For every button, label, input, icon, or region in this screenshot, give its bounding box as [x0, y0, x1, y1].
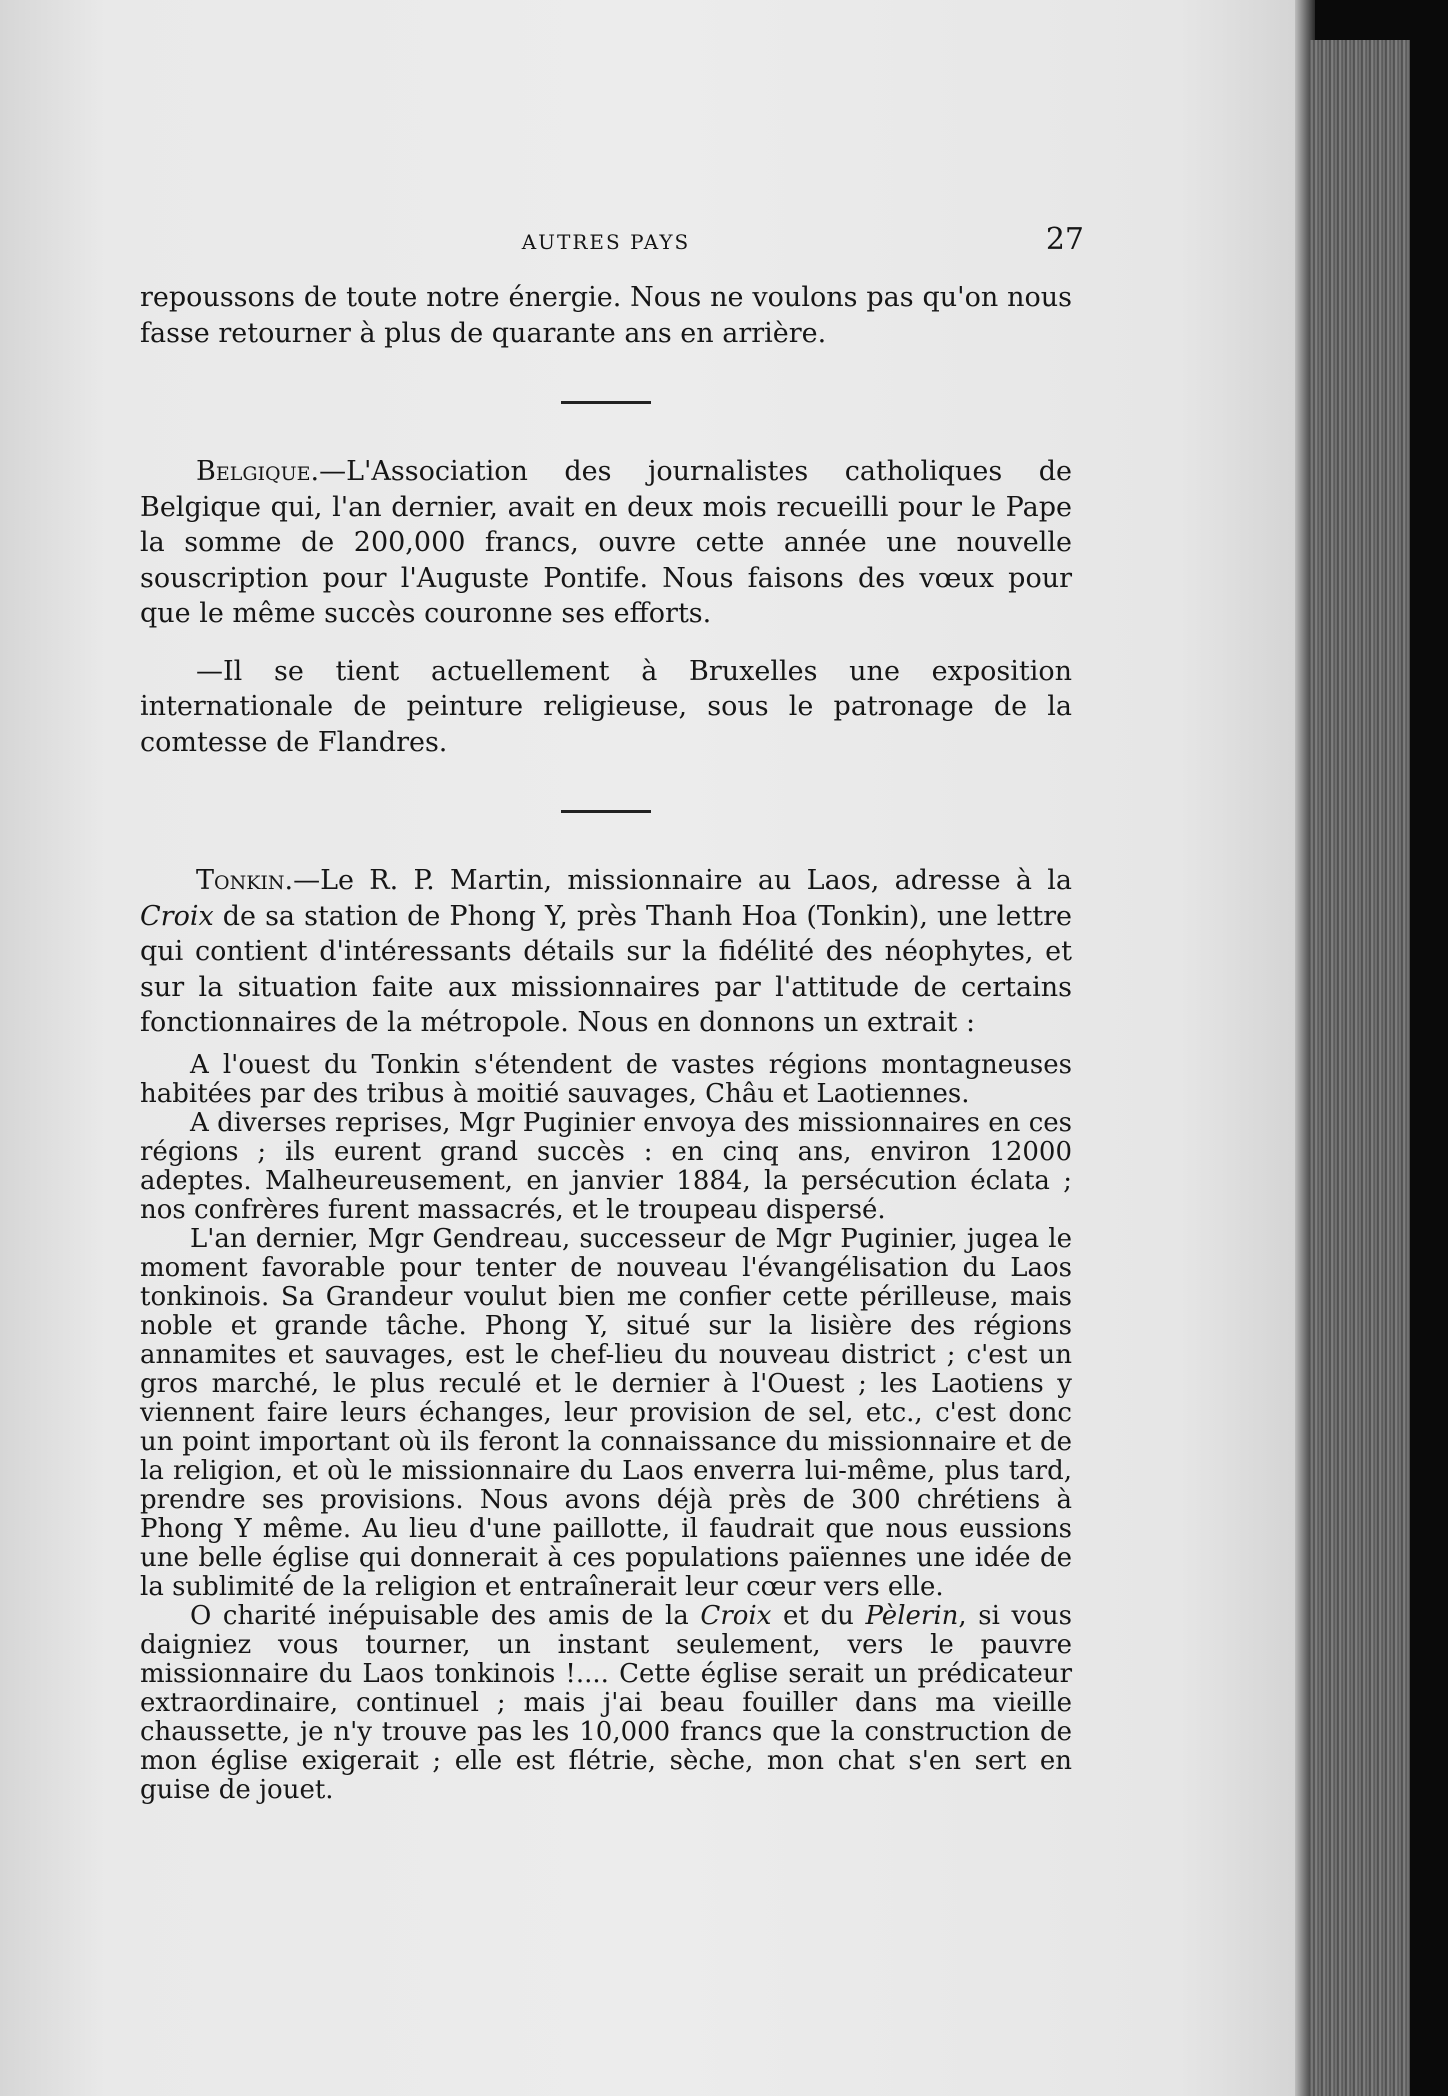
paragraph-tonkin-text-b: de sa station de Phong Y, près Thanh Hoa (Tonkin), une lettre qui contient d'intéressants détails sur la fidélité des néophytes, et sur la situation faite aux missionnaires par l'attitude de certains fonctionnaires de la métropole. Nous en donnons un extrait : [140, 900, 1072, 1038]
paragraph-continuation: repoussons de toute notre énergie. Nous ne voulons pas qu'on nous fasse retourner à plus de quarante ans en arrière. [140, 282, 1072, 349]
section-divider [561, 810, 651, 813]
letter-paragraph: A diverses reprises, Mgr Puginier envoya des missionnaires en ces régions ; ils eurent grand succès : en cinq ans, environ 12000 adeptes. Malheureusement, en janvier 1884, la persécution éclata ; nos confrères furent massacrés, et le troupeau dispersé. [140, 1107, 1072, 1225]
journal-name-croix: Croix [700, 1600, 772, 1631]
section-divider [561, 401, 651, 404]
letter-extract [140, 1051, 1072, 1805]
paragraph-tonkin-text-a: —Le R. P. Martin, missionnaire au Laos, adresse à la [293, 865, 1072, 896]
letter-paragraph [140, 1602, 1072, 1805]
journal-name-croix: Croix [140, 900, 214, 932]
letter-paragraph: L'an dernier, Mgr Gendreau, successeur de Mgr Puginier, jugea le moment favorable pour tenter de nouveau l'évangélisation du Laos tonkinois. Sa Grandeur voulut bien me confier cette périlleuse, mais noble et grande tâche. Phong Y, situé sur la lisière des régions annamites et sauvages, est le chef-lieu du nouveau district ; c'est un gros marché, le plus reculé et le dernier à l'Ouest ; les Laotiens y viennent faire leurs échanges, leur provision de sel, etc., c'est donc un point important où ils feront la connaissance du missionnaire et de la religion, et où le missionnaire du Laos enverra lui-même, plus tard, prendre ses provisions. Nous avons déjà près de 300 chrétiens à Phong Y même. Au lieu d'une paillotte, il faudrait que nous eussions une belle église qui donnerait à ces populations païennes une idée de la sublimité de la religion et entraînerait leur cœur vers elle. [140, 1223, 1072, 1602]
paragraph-gap [140, 1041, 1072, 1051]
section-label-tonkin: Tonkin. [196, 865, 294, 896]
section-label-belgique: Belgique. [196, 456, 320, 487]
paragraph-belgique-text: —L'Association des journalistes catholiques de Belgique qui, l'an dernier, avait en deux mois recueilli pour le Pape la somme de 200,000 francs, ouvre cette année une nouvelle souscription pour l'Auguste Pontife. Nous faisons des vœux pour que le même succès couronne ses efforts. [140, 456, 1072, 629]
journal-name-pelerin: Pèlerin [865, 1600, 959, 1631]
letter-text-b: et du [771, 1600, 866, 1631]
page-content [140, 222, 1084, 1805]
paragraph-belgique [140, 454, 1072, 632]
letter-text-c: , si vous daigniez vous tourner, un instant seulement, vers le pauvre missionnaire du Laos tonkinois !.... Cette église serait un prédicateur extraordinaire, continuel ; mais j'ai beau fouiller dans ma vieille chaussette, je n'y trouve pas les 10,000 francs que la construction de mon église exigerait ; elle est flétrie, sèche, mon chat s'en sert en guise de jouet. [140, 1600, 1072, 1805]
page-header [140, 222, 1084, 280]
running-head: AUTRES PAYS [521, 230, 691, 254]
page-number: 27 [1045, 222, 1084, 257]
paragraph-gap [140, 632, 1072, 654]
letter-paragraph: A l'ouest du Tonkin s'étendent de vastes régions montagneuses habitées par des tribus à moitié sauvages, Châu et Laotiennes. [140, 1049, 1072, 1109]
book-page-edges [1310, 40, 1410, 2096]
letter-text-a: O charité inépuisable des amis de la [190, 1600, 701, 1631]
paragraph-tonkin [140, 863, 1072, 1041]
paragraph-exposition: —Il se tient actuellement à Bruxelles une exposition internationale de peinture religieuse, sous le patronage de la comtesse de Flandres. [140, 655, 1072, 758]
